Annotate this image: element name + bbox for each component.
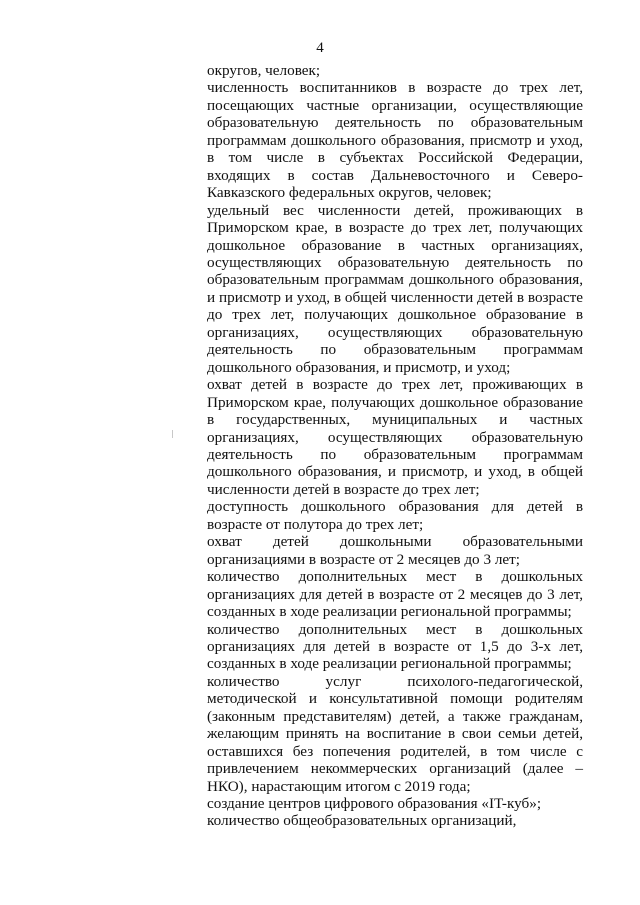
paragraph: округов, человек; [207,62,321,79]
paragraph: охват детей дошкольными образовательными организациями в возрасте от 2 месяцев до 3 лет; [207,533,583,568]
paragraph: количество дополнительных мест в дошкольных организациях для детей в возрасте от 1,5 до 3-х лет, созданных в ходе реализации региональной программы; [207,620,583,673]
document-body [207,62,583,830]
margin-mark [172,430,173,438]
paragraph: удельный вес численности детей, проживающих в Приморском крае, в возрасте до трех лет, получающих дошкольное образование в частных организациях, осуществляющих образовательную деятельность по образовательным программам дошкольного образования, и присмотр и уход, в общей численности детей в возрасте до трех лет, получающих дошкольное образование в организациях, осуществляющих образовательную деятельность по образовательным программам дошкольного образования, и присмотр, и уход; [207,201,583,376]
paragraph: охват детей в возрасте до трех лет, проживающих в Приморском крае, получающих дошкольное образование в государственных, муниципальных и частных организациях, осуществляющих образовательную деятельность по образовательным программам дошкольного образования, и присмотр, и уход, в общей численности детей в возрасте до трех лет; [207,376,583,498]
page-number: 4 [316,40,324,56]
paragraph: численность воспитанников в возрасте до трех лет, посещающих частные организации, осуществляющие образовательную деятельность по образовательным программам дошкольного образования, присмотр и уход, в том числе в субъектах Российской Федерации, входящих в состав Дальневосточного и Северо-Кавказского федеральных округов, человек; [207,79,583,202]
paragraph: доступность дошкольного образования для детей в возрасте от полутора до трех лет; [207,498,583,533]
paragraph: количество услуг психолого-педагогической, методической и консультативной помощи родителям (законным представителям) детей, а также гражданам, желающим принять на воспитание в свои семьи детей, оставшихся без попечения родителей, в том числе с привлечением некоммерческих организаций (далее – НКО), нарастающим итогом с 2019 года; [207,672,583,795]
paragraph: количество дополнительных мест в дошкольных организациях для детей в возрасте от 2 месяцев до 3 лет, созданных в ходе реализации региональной программы; [207,568,583,621]
paragraph: количество общеобразовательных организаций, [207,812,517,830]
paragraph: создание центров цифрового образования «IT-куб»; [207,795,542,813]
